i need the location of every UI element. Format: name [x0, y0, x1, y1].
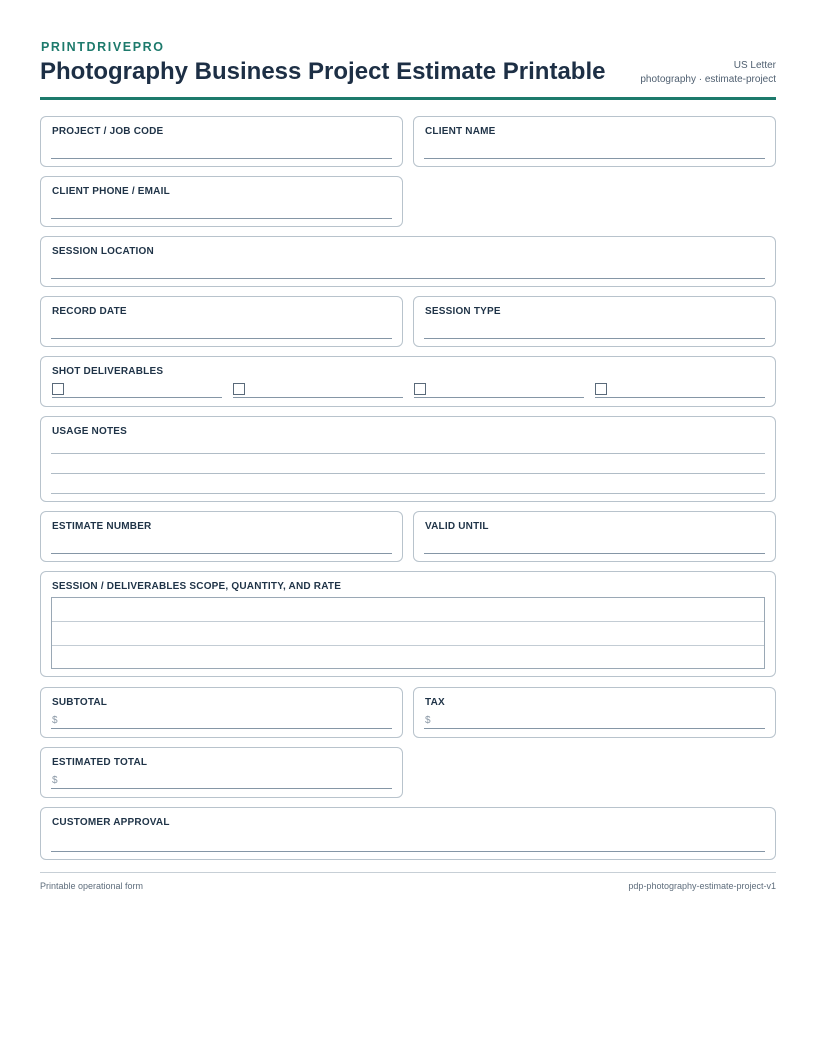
form-id: pdp-photography-estimate-project-v1: [628, 881, 776, 891]
notes-line-3[interactable]: [51, 493, 765, 494]
table-row[interactable]: [52, 622, 764, 646]
deliverable-option[interactable]: [595, 382, 765, 398]
session-type-field[interactable]: [413, 296, 776, 347]
session-location-field[interactable]: [40, 236, 776, 287]
estimated-total-currency-symbol: $: [52, 775, 58, 786]
estimated-total-label: ESTIMATED TOTAL: [52, 757, 148, 768]
valid-until-input-line[interactable]: [424, 553, 765, 554]
subtotal-field[interactable]: [40, 687, 403, 738]
customer-approval-field[interactable]: [40, 807, 776, 860]
table-row[interactable]: [52, 598, 764, 622]
estimated-total-field[interactable]: [40, 747, 403, 798]
session-type-label: SESSION TYPE: [425, 306, 501, 317]
scope-table: [51, 597, 765, 669]
notes-line-1[interactable]: [51, 453, 765, 454]
session-location-label: SESSION LOCATION: [52, 246, 154, 257]
shot-deliverables-label: SHOT DELIVERABLES: [52, 366, 164, 377]
notes-line-2[interactable]: [51, 473, 765, 474]
client-contact-input-line[interactable]: [51, 218, 392, 219]
valid-until-field[interactable]: [413, 511, 776, 562]
document-meta: [640, 59, 776, 86]
deliverable-checkbox[interactable]: [595, 383, 607, 395]
subtotal-label: SUBTOTAL: [52, 697, 108, 708]
scope-table-field: [40, 571, 776, 677]
estimate-number-label: ESTIMATE NUMBER: [52, 521, 152, 532]
record-date-label: RECORD DATE: [52, 306, 127, 317]
estimated-total-input-line[interactable]: [51, 788, 392, 789]
valid-until-label: VALID UNTIL: [425, 521, 489, 532]
subtotal-currency-symbol: $: [52, 715, 58, 726]
deliverable-checkbox[interactable]: [52, 383, 64, 395]
tax-currency-symbol: $: [425, 715, 431, 726]
estimate-number-input-line[interactable]: [51, 553, 392, 554]
subtotal-input-line[interactable]: [51, 728, 392, 729]
record-date-field[interactable]: [40, 296, 403, 347]
header-rule: [40, 97, 776, 100]
shot-deliverables-field: [40, 356, 776, 407]
deliverable-checkbox[interactable]: [414, 383, 426, 395]
estimate-number-field[interactable]: [40, 511, 403, 562]
client-name-field[interactable]: [413, 116, 776, 167]
session-location-input-line[interactable]: [51, 278, 765, 279]
project-code-input-line[interactable]: [51, 158, 392, 159]
session-type-input-line[interactable]: [424, 338, 765, 339]
client-contact-label: CLIENT PHONE / EMAIL: [52, 186, 170, 197]
record-date-input-line[interactable]: [51, 338, 392, 339]
paper-size-label: US Letter: [733, 60, 776, 71]
deliverable-option[interactable]: [233, 382, 403, 398]
project-code-label: PROJECT / JOB CODE: [52, 126, 164, 137]
deliverable-option[interactable]: [52, 382, 222, 398]
scope-table-label: SESSION / DELIVERABLES SCOPE, QUANTITY, AND RATE: [52, 581, 342, 592]
client-contact-field[interactable]: [40, 176, 403, 227]
client-name-label: CLIENT NAME: [425, 126, 496, 137]
tax-field[interactable]: [413, 687, 776, 738]
page-title: Photography Business Project Estimate Printable: [40, 58, 606, 85]
usage-notes-label: USAGE NOTES: [52, 426, 127, 437]
client-name-input-line[interactable]: [424, 158, 765, 159]
deliverable-option[interactable]: [414, 382, 584, 398]
deliverable-checkbox[interactable]: [233, 383, 245, 395]
table-row[interactable]: [52, 646, 764, 670]
customer-approval-signature-line[interactable]: [51, 851, 765, 852]
brand-name: PRINTDRIVEPRO: [41, 40, 165, 54]
usage-notes-field[interactable]: [40, 416, 776, 502]
project-code-field[interactable]: [40, 116, 403, 167]
tax-input-line[interactable]: [424, 728, 765, 729]
document-tags: photography · estimate-project: [640, 73, 776, 85]
customer-approval-label: CUSTOMER APPROVAL: [52, 817, 170, 828]
footer-note: Printable operational form: [40, 881, 144, 891]
tax-label: TAX: [425, 697, 445, 708]
footer-rule: [40, 872, 776, 873]
